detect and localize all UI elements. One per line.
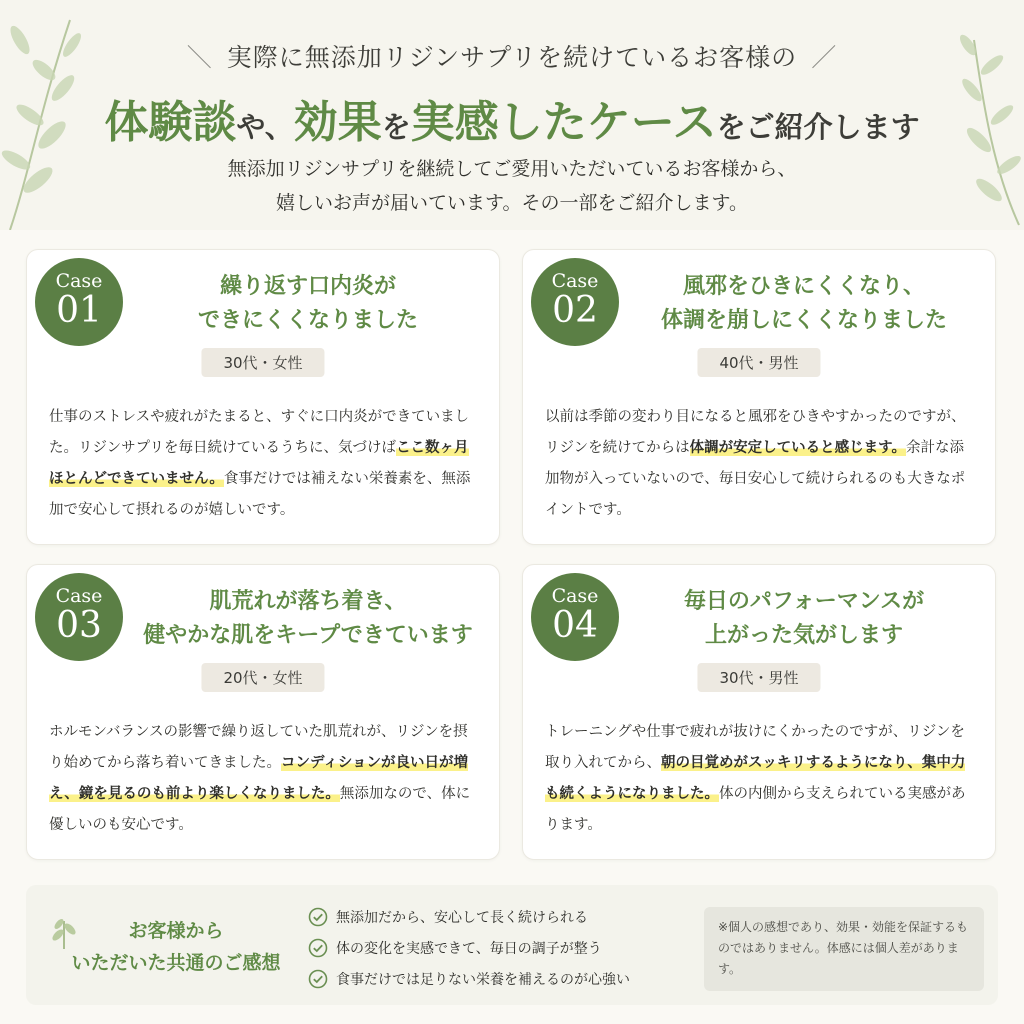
- case-title-line: 上がった気がします: [704, 623, 903, 648]
- case-badge: [531, 573, 619, 661]
- case-title: [137, 270, 479, 338]
- body-text: 食事だけでは補えない栄養素を、無添加で安心して摂れるのが嬉しいです。: [49, 471, 471, 518]
- body-highlight: コンディションが良い日が増え、鏡を見るのも前より楽しくなりました。: [49, 755, 469, 802]
- title-part: をご紹介します: [716, 110, 920, 144]
- customer-tag: 30代・女性: [201, 348, 324, 377]
- common-feedback-heading: [46, 915, 306, 979]
- case-number: 02: [552, 290, 598, 331]
- body-text: 無添加なので、体に優しいのも安心です。: [49, 786, 471, 833]
- case-badge: [35, 258, 123, 346]
- header-banner: [0, 0, 1024, 230]
- case-badge: [35, 573, 123, 661]
- check-item: [308, 932, 708, 963]
- check-item: [308, 963, 708, 994]
- common-feedback-panel: [26, 885, 998, 1005]
- customer-tag: 20代・女性: [201, 663, 324, 692]
- case-title: [137, 585, 479, 653]
- slash-decoration: ／: [811, 43, 838, 72]
- case-title-line: 肌荒れが落ち着き、: [209, 589, 407, 614]
- page-title: [0, 86, 1024, 150]
- disclaimer-note: ※個人の感想であり、効果・効能を保証するものではありません。体感には個人差があります。: [704, 907, 984, 991]
- case-number: 04: [552, 605, 598, 646]
- pre-title-text: 実際に無添加リジンサプリを続けているお客様の: [226, 43, 798, 72]
- case-body: [545, 717, 975, 841]
- customer-tag: 40代・男性: [697, 348, 820, 377]
- case-body: [545, 402, 975, 526]
- case-card: [522, 564, 996, 860]
- body-text: トレーニングや仕事で疲れが抜けにくかったのですが、リジンを取り入れてから、: [545, 724, 965, 771]
- title-part: 体験談: [104, 97, 237, 148]
- check-circle-icon: [308, 969, 328, 989]
- case-title-line: 体調を崩しにくくなりました: [660, 308, 947, 333]
- check-item-text: 無添加だから、安心して長く続けられる: [336, 909, 588, 926]
- case-title-line: 健やかな肌をキープできています: [143, 623, 473, 648]
- title-part: や、: [236, 110, 294, 144]
- case-title-line: 繰り返す口内炎が: [219, 274, 396, 299]
- body-text: ホルモンバランスの影響で繰り返していた肌荒れが、リジンを摂り始めてから落ち着いてきました。: [49, 724, 468, 771]
- slash-decoration: ＼: [186, 43, 213, 72]
- case-card: [26, 564, 500, 860]
- body-text: 仕事のストレスや疲れがたまると、すぐに口内炎ができていました。リジンサプリを毎日続けているうちに、気づけば: [49, 409, 470, 456]
- body-highlight: ここ数ヶ月ほとんどできていません。: [49, 440, 469, 487]
- case-label: Case: [55, 270, 103, 292]
- case-title: [633, 585, 975, 653]
- case-body: [49, 402, 479, 526]
- case-title: [633, 270, 975, 338]
- pre-title: [0, 38, 1024, 74]
- case-body: [49, 717, 479, 841]
- case-card: [26, 249, 500, 545]
- customer-tag: 30代・男性: [697, 663, 820, 692]
- title-part: 効果: [293, 97, 382, 148]
- case-title-line: 毎日のパフォーマンスが: [683, 589, 925, 614]
- intro-text: [0, 152, 1024, 220]
- check-item-text: 食事だけでは足りない栄養を補えるのが心強い: [336, 971, 630, 988]
- case-number: 03: [56, 605, 102, 646]
- case-number: 01: [56, 290, 102, 331]
- body-text: 体の内側から支えられている実感があります。: [545, 786, 966, 833]
- title-part: 実感したケース: [410, 97, 717, 148]
- intro-line: 嬉しいお声が届いています。その一部をご紹介します。: [276, 192, 748, 214]
- check-circle-icon: [308, 938, 328, 958]
- body-highlight: 朝の目覚めがスッキリするようになり、集中力も続くようになりました。: [545, 755, 966, 802]
- case-label: Case: [551, 585, 599, 607]
- body-text: 余計な添加物が入っていないので、毎日安心して続けられるのも大きなポイントです。: [545, 440, 966, 518]
- case-label: Case: [551, 270, 599, 292]
- case-badge: [531, 258, 619, 346]
- check-item: [308, 901, 708, 932]
- intro-line: 無添加リジンサプリを継続してご愛用いただいているお客様から、: [227, 158, 797, 180]
- body-text: 以前は季節の変わり目になると風邪をひきやすかったのですが、リジンを続けてからは: [545, 409, 966, 456]
- feedback-check-list: [308, 901, 708, 994]
- case-label: Case: [55, 585, 103, 607]
- heading-line: お客様から: [128, 920, 224, 942]
- title-part: を: [381, 110, 411, 144]
- case-card: [522, 249, 996, 545]
- body-highlight: 体調が安定していると感じます。: [689, 440, 906, 456]
- case-title-line: できにくくなりました: [197, 308, 418, 333]
- check-item-text: 体の変化を実感できて、毎日の調子が整う: [336, 940, 602, 957]
- heading-line: いただいた共通のご感想: [71, 952, 281, 974]
- check-circle-icon: [308, 907, 328, 927]
- case-title-line: 風邪をひきにくくなり、: [682, 274, 925, 299]
